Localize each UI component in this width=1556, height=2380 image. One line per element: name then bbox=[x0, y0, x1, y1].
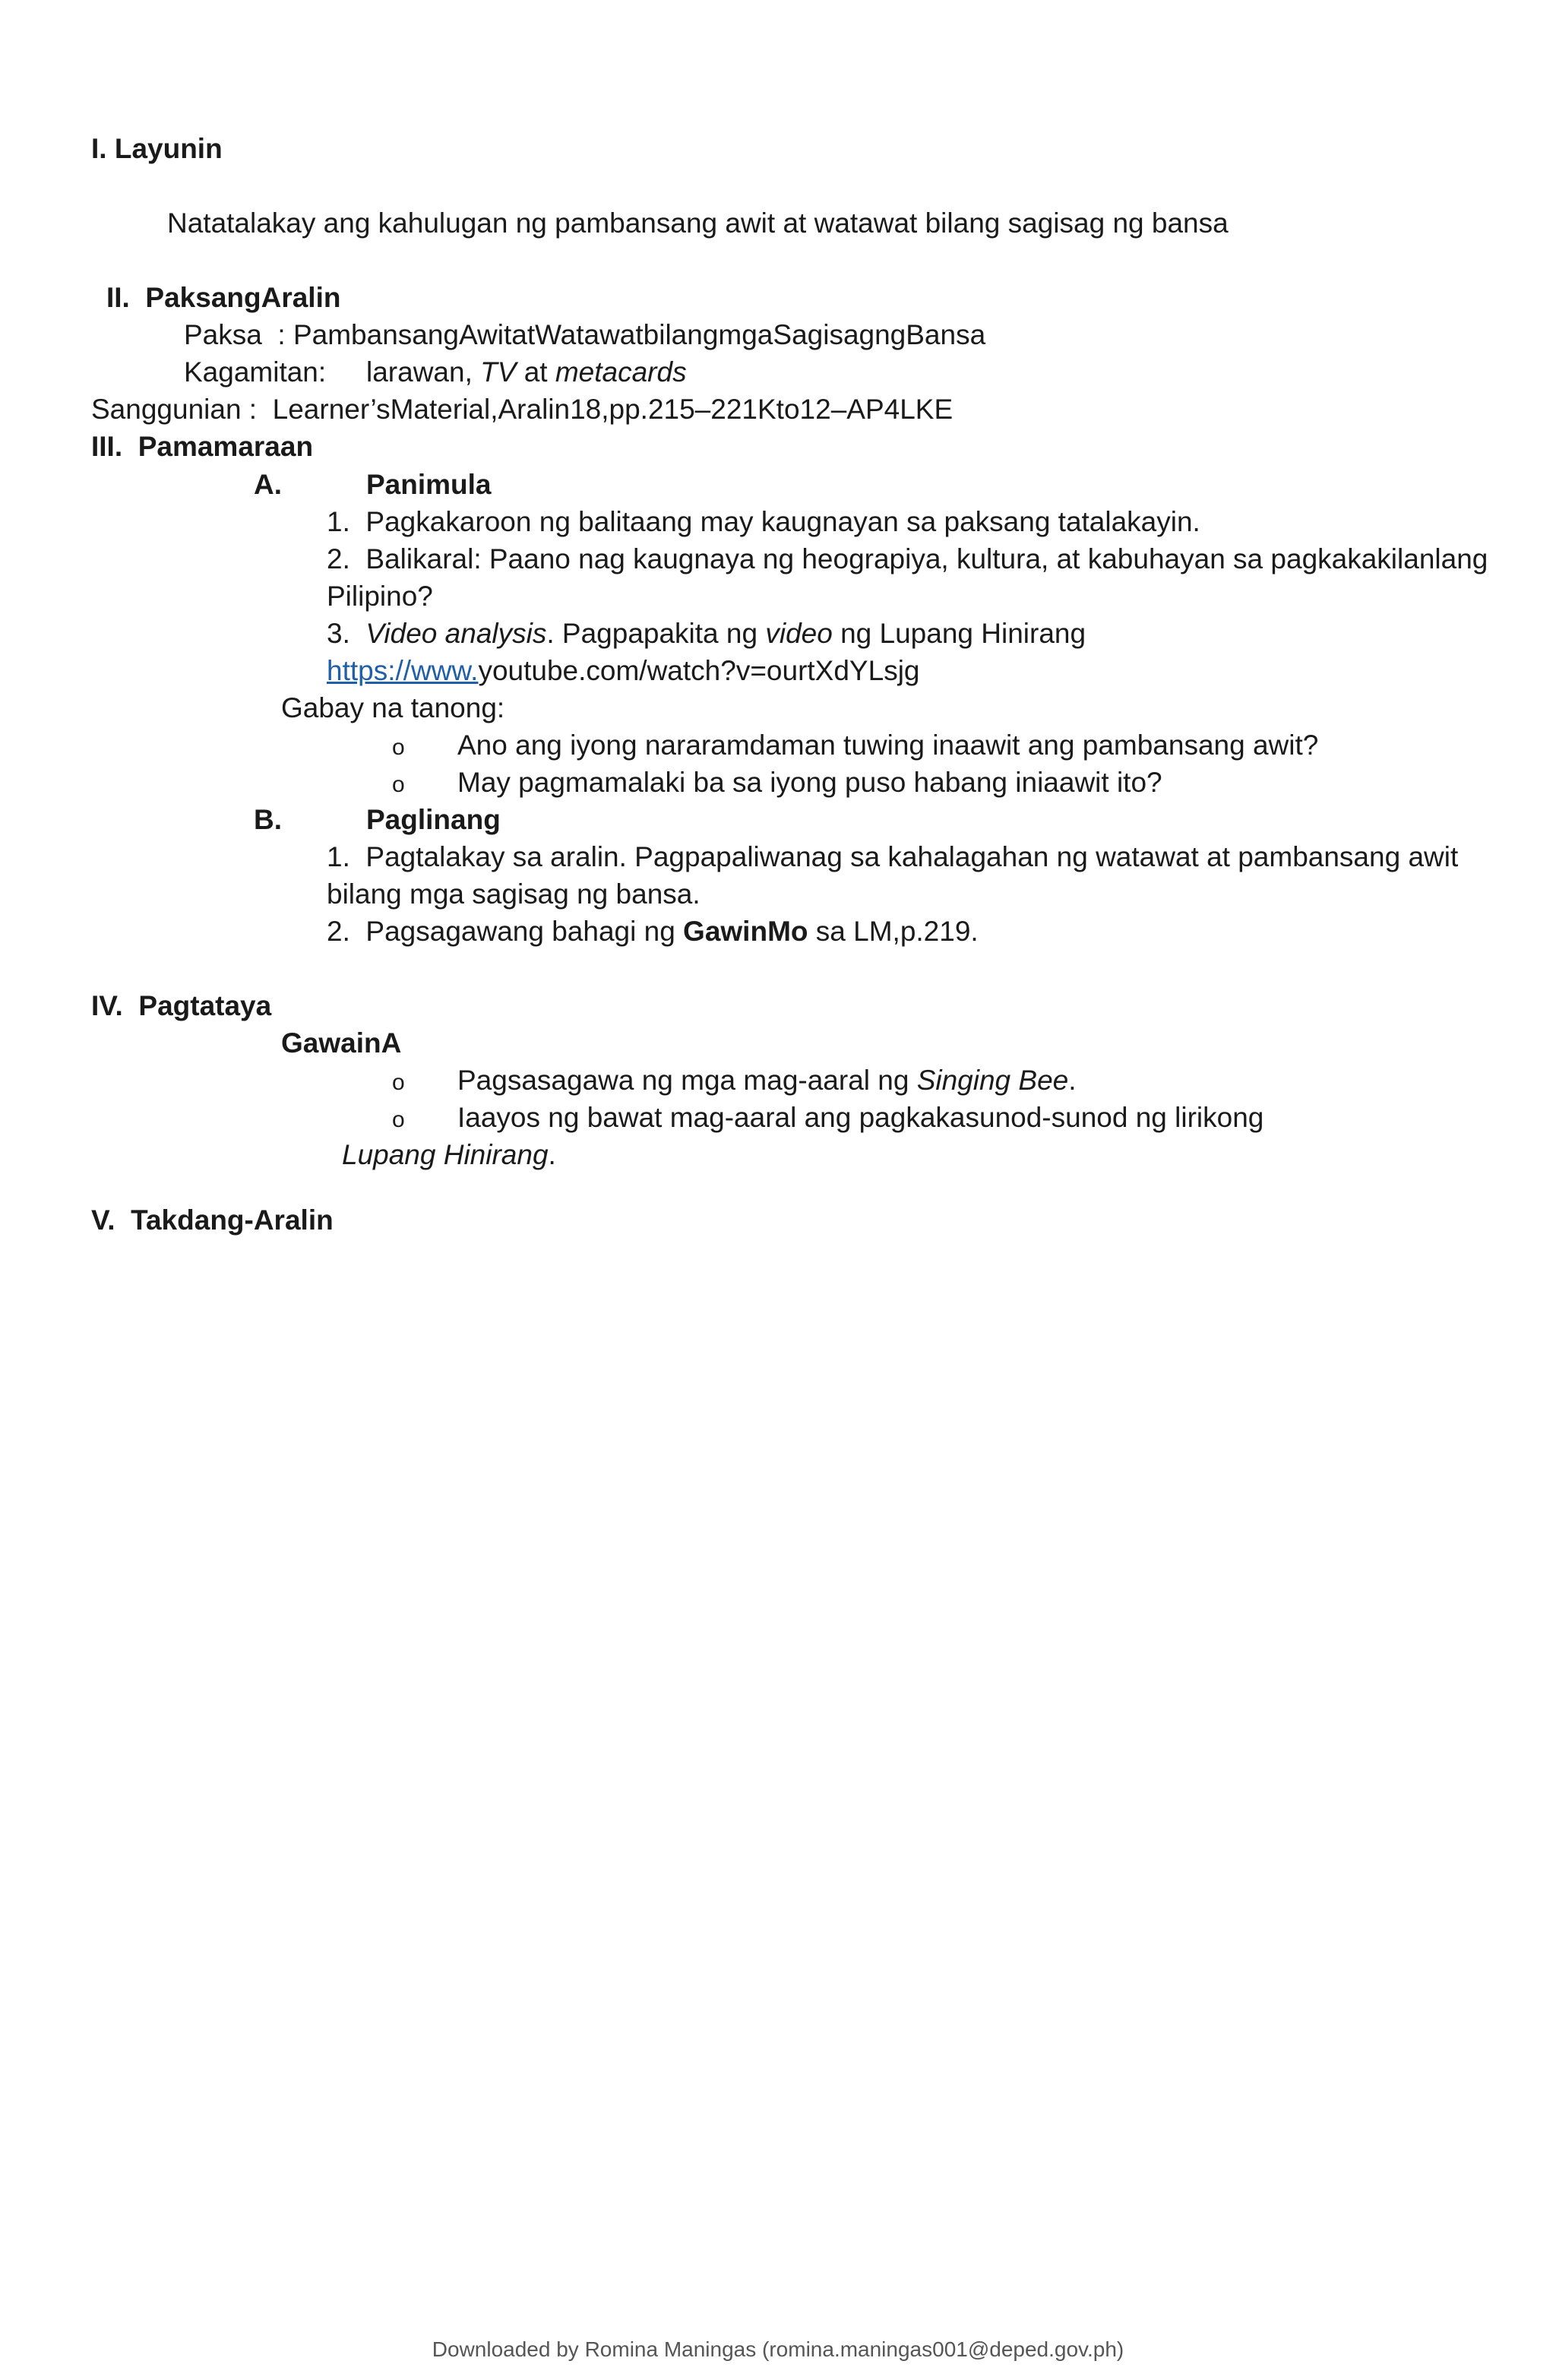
section-title: Pagtataya bbox=[138, 990, 272, 1021]
list-number: 1. bbox=[327, 506, 350, 537]
list-text: Pagsasagawa ng mga mag-aaral ng bbox=[457, 1065, 917, 1096]
section-number: V. bbox=[91, 1204, 115, 1236]
list-text: sa LM,p.219. bbox=[808, 916, 979, 947]
bullet-icon: o bbox=[392, 1107, 405, 1132]
section-i-heading bbox=[91, 131, 223, 167]
subsection-b-title: Paglinang bbox=[366, 804, 501, 835]
section-iv-heading bbox=[91, 988, 271, 1024]
section-title: PaksangAralin bbox=[145, 282, 341, 313]
list-number: 3. bbox=[327, 618, 350, 649]
bullet-icon: o bbox=[392, 1070, 405, 1095]
gawain-label: GawainA bbox=[281, 1027, 402, 1059]
list-item bbox=[327, 913, 979, 950]
video-analysis-label: Video analysis bbox=[365, 618, 547, 649]
video-word: video bbox=[765, 618, 833, 649]
list-item bbox=[327, 839, 1458, 875]
list-number: 2. bbox=[327, 543, 350, 574]
list-number: 1. bbox=[327, 841, 350, 872]
subsection-a-title: Panimula bbox=[366, 469, 492, 500]
section-v-heading bbox=[91, 1202, 334, 1239]
kagamitan-at: at bbox=[516, 356, 555, 388]
video-link[interactable]: https://www. bbox=[327, 655, 479, 686]
paksa-line bbox=[184, 317, 985, 353]
section-iii-heading bbox=[91, 429, 313, 465]
section-number: II. bbox=[106, 282, 130, 313]
section-title: Takdang-Aralin bbox=[131, 1204, 334, 1236]
layunin-text: Natatalakay ang kahulugan ng pambansang awit at watawat bilang sagisag ng bansa bbox=[167, 207, 1229, 239]
list-text: Pagsagawang bahagi ng bbox=[365, 916, 684, 947]
sanggunian-label: Sanggunian : bbox=[91, 394, 258, 425]
list-text-continued: bilang mga sagisag ng bansa. bbox=[327, 878, 701, 910]
sanggunian-value: Learner’sMaterial,Aralin18,pp.215–221Kto12–AP4LKE bbox=[272, 394, 954, 425]
video-link-line bbox=[327, 653, 920, 689]
list-text: Pagtalakay sa aralin. Pagpapaliwanag sa kahalagahan ng watawat at pambansang awit bbox=[365, 841, 1459, 872]
section-number: IV. bbox=[91, 990, 123, 1021]
section-ii-heading bbox=[106, 280, 340, 316]
bullet-icon: o bbox=[392, 735, 405, 760]
bullet-icon: o bbox=[392, 772, 405, 797]
kagamitan-metacards: metacards bbox=[555, 356, 687, 388]
singing-bee-label: Singing Bee bbox=[916, 1065, 1069, 1096]
section-number: I. bbox=[91, 133, 107, 164]
paksa-label: Paksa bbox=[184, 319, 262, 350]
section-title: Pamamaraan bbox=[138, 431, 314, 462]
list-text-continued: Pilipino? bbox=[327, 581, 433, 612]
list-text: Balikaral: Paano nag kaugnaya ng heograpiya, kultura, at kabuhayan sa pagkakakilanlang bbox=[365, 543, 1488, 574]
download-footer: Downloaded by Romina Maningas (romina.maningas001@deped.gov.ph) bbox=[432, 2337, 1124, 2361]
list-number: 2. bbox=[327, 916, 350, 947]
sanggunian-line bbox=[91, 391, 953, 428]
section-number: III. bbox=[91, 431, 123, 462]
kagamitan-value bbox=[366, 354, 687, 391]
question-1: Ano ang iyong nararamdaman tuwing inaawit ang pambansang awit? bbox=[457, 730, 1319, 761]
list-item bbox=[327, 541, 1488, 578]
list-text: Pagkakaroon ng balitaang may kaugnayan sa paksang tatalakayin. bbox=[365, 506, 1200, 537]
pagtataya-item-2: Iaayos ng bawat mag-aaral ang pagkakasunod-sunod ng lirikong bbox=[457, 1102, 1264, 1133]
list-text: . bbox=[1068, 1065, 1077, 1096]
paksa-value: : PambansangAwitatWatawatbilangmgaSagisagngBansa bbox=[277, 319, 986, 350]
section-title: Layunin bbox=[114, 133, 223, 164]
subsection-b-letter: B. bbox=[254, 804, 282, 835]
lupang-hinirang-label: Lupang Hinirang bbox=[342, 1139, 549, 1170]
video-url-text: youtube.com/watch?v=ourtXdYLsjg bbox=[478, 655, 920, 686]
list-item bbox=[327, 504, 1200, 540]
kagamitan-label: Kagamitan: bbox=[184, 356, 327, 388]
list-item bbox=[327, 616, 1086, 652]
pagtataya-item-1 bbox=[457, 1062, 1077, 1099]
gawinmo-label: GawinMo bbox=[683, 916, 808, 947]
question-2: May pagmamalaki ba sa iyong puso habang iniaawit ito? bbox=[457, 767, 1162, 798]
gabay-label: Gabay na tanong: bbox=[281, 692, 505, 723]
list-text: . bbox=[548, 1139, 556, 1170]
kagamitan-line bbox=[184, 354, 326, 391]
subsection-a-letter: A. bbox=[254, 469, 282, 500]
list-text: . Pagpapakita ng bbox=[546, 618, 766, 649]
list-text: ng Lupang Hinirang bbox=[832, 618, 1086, 649]
kagamitan-tv: TV bbox=[480, 356, 517, 388]
kagamitan-text: larawan, bbox=[366, 356, 481, 388]
pagtataya-item-2-cont bbox=[342, 1137, 556, 1173]
